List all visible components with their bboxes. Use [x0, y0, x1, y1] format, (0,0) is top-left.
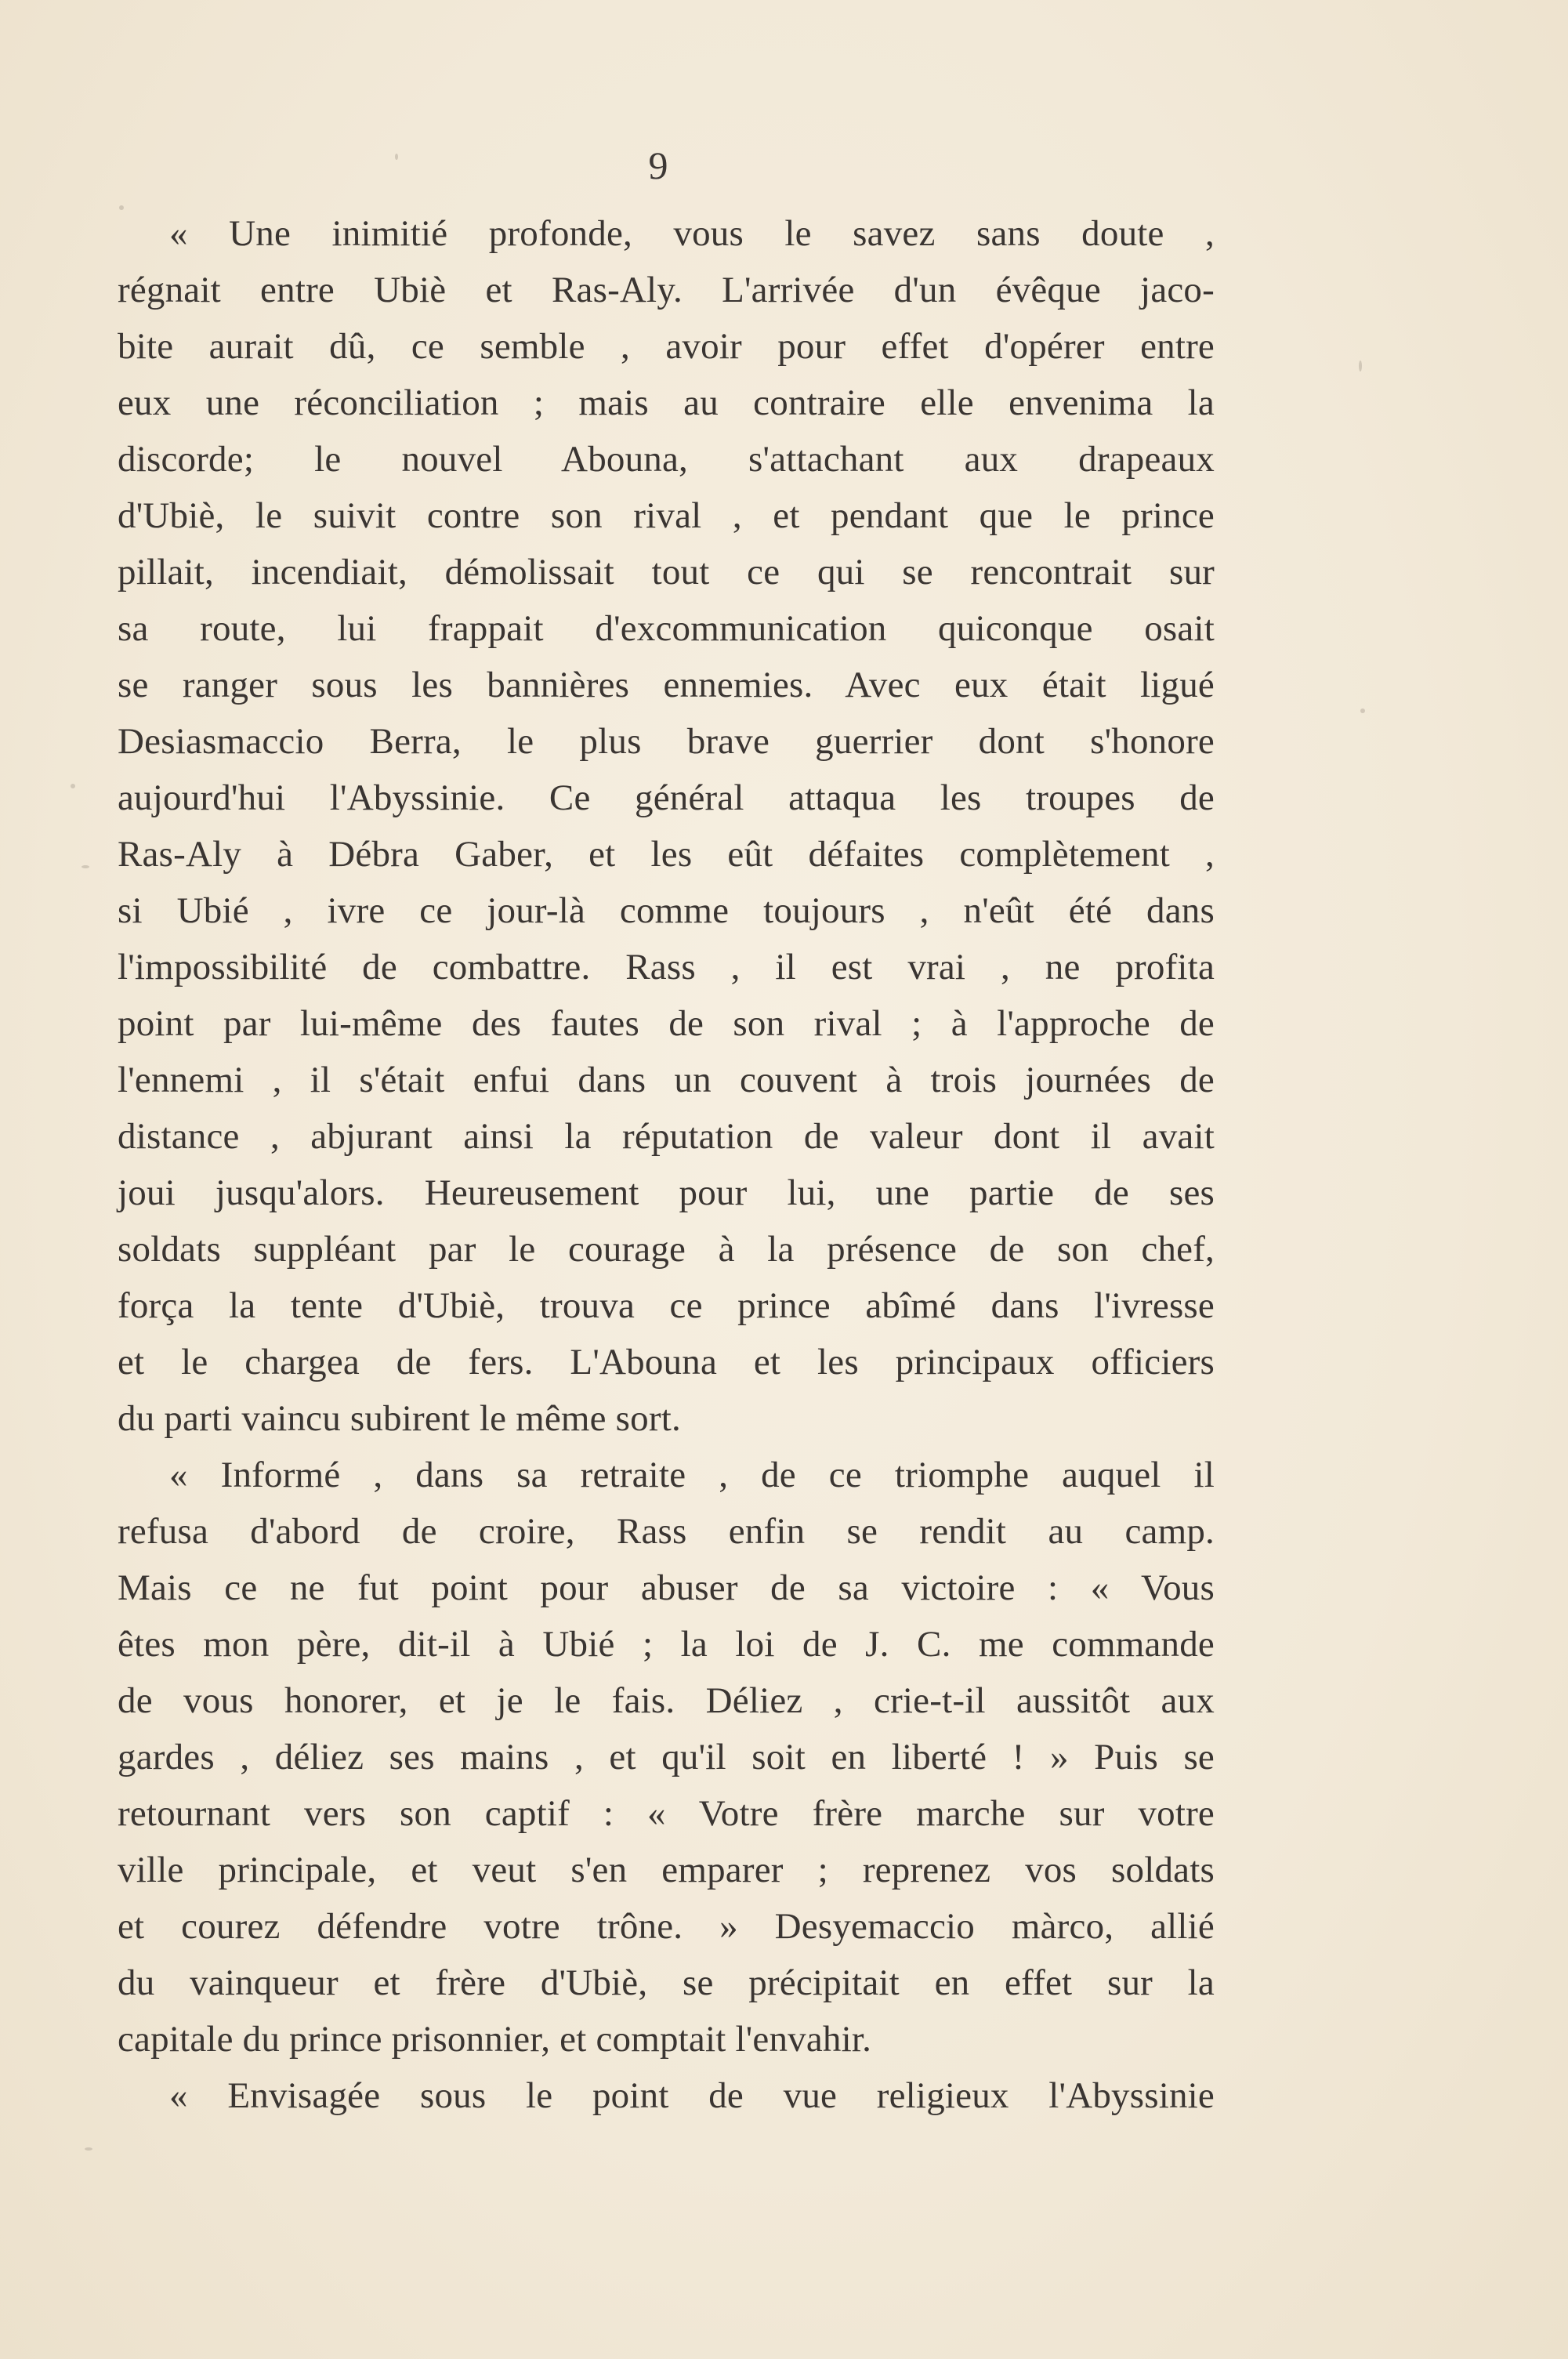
paper-speck [395, 154, 398, 160]
text-line: capitale du prince prisonnier, et comptait l'envahir. [118, 2019, 872, 2060]
text-line: gardes , déliez ses mains , et qu'il soit en liberté ! » Puis se [118, 1737, 1215, 1777]
text-line: l'ennemi , il s'était enfui dans un couvent à trois journées de [118, 1060, 1215, 1100]
text-line: ville principale, et veut s'en emparer ; reprenez vos soldats [118, 1850, 1215, 1890]
paper-speck [1360, 708, 1365, 713]
text-line: « Une inimitié profonde, vous le savez sans doute , [169, 213, 1215, 254]
text-line: sa route, lui frappait d'excommunication quiconque osait [118, 608, 1215, 649]
text-line: Desiasmaccio Berra, le plus brave guerrier dont s'honore [118, 721, 1215, 762]
text-line: discorde; le nouvel Abouna, s'attachant aux drapeaux [118, 439, 1215, 480]
text-line: refusa d'abord de croire, Rass enfin se rendit au camp. [118, 1511, 1215, 1552]
text-line: êtes mon père, dit-il à Ubié ; la loi de J. C. me commande [118, 1624, 1215, 1665]
text-line: « Informé , dans sa retraite , de ce triomphe auquel il [169, 1455, 1215, 1495]
text-line: distance , abjurant ainsi la réputation de valeur dont il avait [118, 1116, 1215, 1157]
text-line: retournant vers son captif : « Votre frère marche sur votre [118, 1793, 1215, 1834]
text-line: de vous honorer, et je le fais. Déliez , crie-t-il aussitôt aux [118, 1680, 1215, 1721]
text-line: si Ubié , ivre ce jour-là comme toujours , n'eût été dans [118, 890, 1215, 931]
text-line: d'Ubiè, le suivit contre son rival , et pendant que le prince [118, 495, 1215, 536]
page-number: 9 [648, 143, 668, 187]
text-line: régnait entre Ubiè et Ras-Aly. L'arrivée d'un évêque jaco- [118, 270, 1215, 310]
body-text [118, 205, 1215, 2124]
text-line: Ras-Aly à Débra Gaber, et les eût défaites complètement , [118, 834, 1215, 875]
text-line: du parti vaincu subirent le même sort. [118, 1398, 681, 1439]
text-line: soldats suppléant par le courage à la présence de son chef, [118, 1229, 1215, 1270]
text-line: pillait, incendiait, démolissait tout ce qui se rencontrait sur [118, 552, 1215, 592]
text-line: du vainqueur et frère d'Ubiè, se précipitait en effet sur la [118, 1962, 1215, 2003]
text-line: « Envisagée sous le point de vue religieux l'Abyssinie [169, 2075, 1215, 2116]
text-line: se ranger sous les bannières ennemies. Avec eux était ligué [118, 665, 1215, 705]
paper-speck [81, 865, 89, 868]
text-line: aujourd'hui l'Abyssinie. Ce général attaqua les troupes de [118, 777, 1215, 818]
text-line: joui jusqu'alors. Heureusement pour lui, une partie de ses [118, 1172, 1215, 1213]
text-line: et le chargea de fers. L'Abouna et les principaux officiers [118, 1342, 1215, 1382]
text-line: l'impossibilité de combattre. Rass , il est vrai , ne profita [118, 947, 1215, 987]
text-line: força la tente d'Ubiè, trouva ce prince abîmé dans l'ivresse [118, 1285, 1215, 1326]
text-line: point par lui-même des fautes de son rival ; à l'approche de [118, 1003, 1215, 1044]
text-line: Mais ce ne fut point pour abuser de sa victoire : « Vous [118, 1567, 1215, 1608]
text-line: eux une réconciliation ; mais au contraire elle envenima la [118, 382, 1215, 423]
paper-speck [119, 205, 124, 210]
paper-speck [71, 784, 75, 788]
text-line: bite aurait dû, ce semble , avoir pour effet d'opérer entre [118, 326, 1215, 367]
paper-speck [1359, 361, 1362, 371]
paper-speck [85, 2147, 92, 2151]
text-line: et courez défendre votre trône. » Desyemaccio màrco, allié [118, 1906, 1215, 1947]
